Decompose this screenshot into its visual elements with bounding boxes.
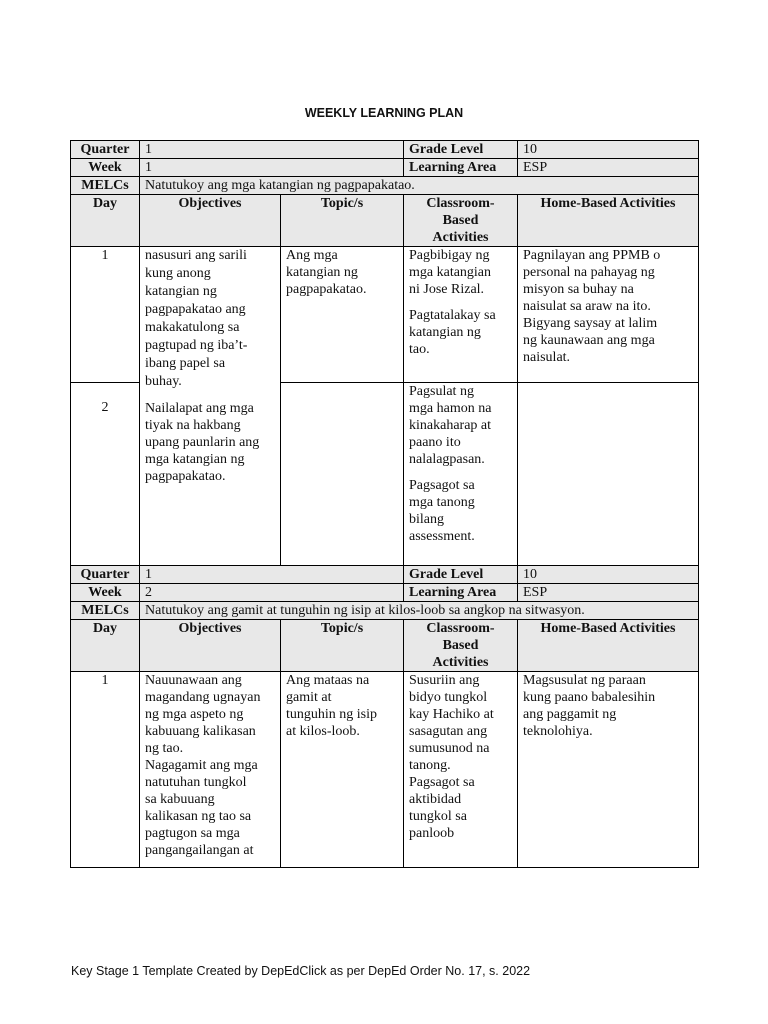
home-activities-cell: Magsusulat ng paraan kung paano babalesihin ang paggamit ng teknolohiya.: [518, 672, 699, 868]
objectives-header: Objectives: [140, 620, 281, 672]
classroom-activities-cell: [404, 672, 518, 868]
footer-note: Key Stage 1 Template Created by DepEdClick as per DepEd Order No. 17, s. 2022: [71, 964, 531, 978]
learning-area-value: ESP: [518, 159, 699, 177]
day-number: 2: [71, 383, 140, 566]
column-header-row: [71, 620, 699, 672]
topic-cell: Ang mga katangian ng pagpapakatao.: [281, 247, 404, 383]
activity-text: Susuriin ang bidyo tungkol kay Hachiko at sasagutan ang sumusunod na tanong. Pagsagot sa aktibidad tungkol sa panloob: [409, 673, 494, 841]
day-row: [71, 247, 699, 383]
topics-header: Topic/s: [281, 195, 404, 247]
melcs-label: MELCs: [71, 602, 140, 620]
activity-text: Pagtatalakay sa katangian ng tao.: [409, 308, 496, 357]
grade-level-value: 10: [518, 566, 699, 584]
quarter-value: 1: [140, 141, 404, 159]
home-activities-cell: [518, 383, 699, 566]
activity-text: Pagsagot sa mga tanong bilang assessment.: [409, 478, 475, 544]
activity-text: Pagsulat ng mga hamon na kinakaharap at paano ito nalalagpasan.: [409, 384, 492, 467]
classroom-activities-header: Classroom- Based Activities: [404, 620, 518, 672]
objective-text: nasusuri ang sarili kung anong katangian ng pagpapakatao ang makakatulong sa pagtupad ng iba’t- ibang papel sa buhay.: [145, 248, 248, 389]
column-header-row: [71, 195, 699, 247]
day-number: 1: [71, 247, 140, 383]
topic-cell: Ang mataas na gamit at tunguhin ng isip at kilos-loob.: [281, 672, 404, 868]
week-value: 1: [140, 159, 404, 177]
week-value: 2: [140, 584, 404, 602]
melcs-row: [71, 177, 699, 195]
quarter-row: [71, 141, 699, 159]
weekly-learning-plan-table: [70, 140, 699, 868]
classroom-activities-cell: [404, 247, 518, 383]
week-label: Week: [71, 584, 140, 602]
grade-level-value: 10: [518, 141, 699, 159]
objectives-cell: [140, 672, 281, 868]
objective-text: Nauunawaan ang magandang ugnayan ng mga aspeto ng kabuuang kalikasan ng tao. Nagagamit ang mga natutuhan tungkol sa kabuuang kalikasan ng tao sa pagtugon sa mga pangangailangan at: [145, 673, 261, 858]
objectives-cell: [140, 247, 281, 566]
melcs-value: Natutukoy ang mga katangian ng pagpapakatao.: [140, 177, 699, 195]
topic-cell: [281, 383, 404, 566]
day-number: 1: [71, 672, 140, 868]
day-header: Day: [71, 195, 140, 247]
activity-text: Pagbibigay ng mga katangian ni Jose Rizal.: [409, 248, 492, 297]
quarter-row: [71, 566, 699, 584]
objectives-header: Objectives: [140, 195, 281, 247]
home-activities-header: Home-Based Activities: [518, 195, 699, 247]
objective-text: Nailalapat ang mga tiyak na hakbang upang paunlarin ang mga katangian ng pagpapakatao.: [145, 401, 260, 484]
learning-area-label: Learning Area: [404, 159, 518, 177]
day-header: Day: [71, 620, 140, 672]
melcs-row: [71, 602, 699, 620]
home-activities-cell: Pagnilayan ang PPMB o personal na pahayag ng misyon sa buhay na naisulat sa araw na ito. Bigyang saysay at lalim ng kaunawaan ang mga naisulat.: [518, 247, 699, 383]
week-row: [71, 584, 699, 602]
home-activities-header: Home-Based Activities: [518, 620, 699, 672]
quarter-value: 1: [140, 566, 404, 584]
document-title: WEEKLY LEARNING PLAN: [304, 106, 464, 120]
melcs-value: Natutukoy ang gamit at tunguhin ng isip at kilos-loob sa angkop na sitwasyon.: [140, 602, 699, 620]
learning-area-label: Learning Area: [404, 584, 518, 602]
classroom-activities-cell: [404, 383, 518, 566]
learning-area-value: ESP: [518, 584, 699, 602]
grade-level-label: Grade Level: [404, 566, 518, 584]
melcs-label: MELCs: [71, 177, 140, 195]
quarter-label: Quarter: [71, 566, 140, 584]
week-label: Week: [71, 159, 140, 177]
topics-header: Topic/s: [281, 620, 404, 672]
week-row: [71, 159, 699, 177]
classroom-activities-header: Classroom- Based Activities: [404, 195, 518, 247]
day-row: [71, 672, 699, 868]
quarter-label: Quarter: [71, 141, 140, 159]
grade-level-label: Grade Level: [404, 141, 518, 159]
